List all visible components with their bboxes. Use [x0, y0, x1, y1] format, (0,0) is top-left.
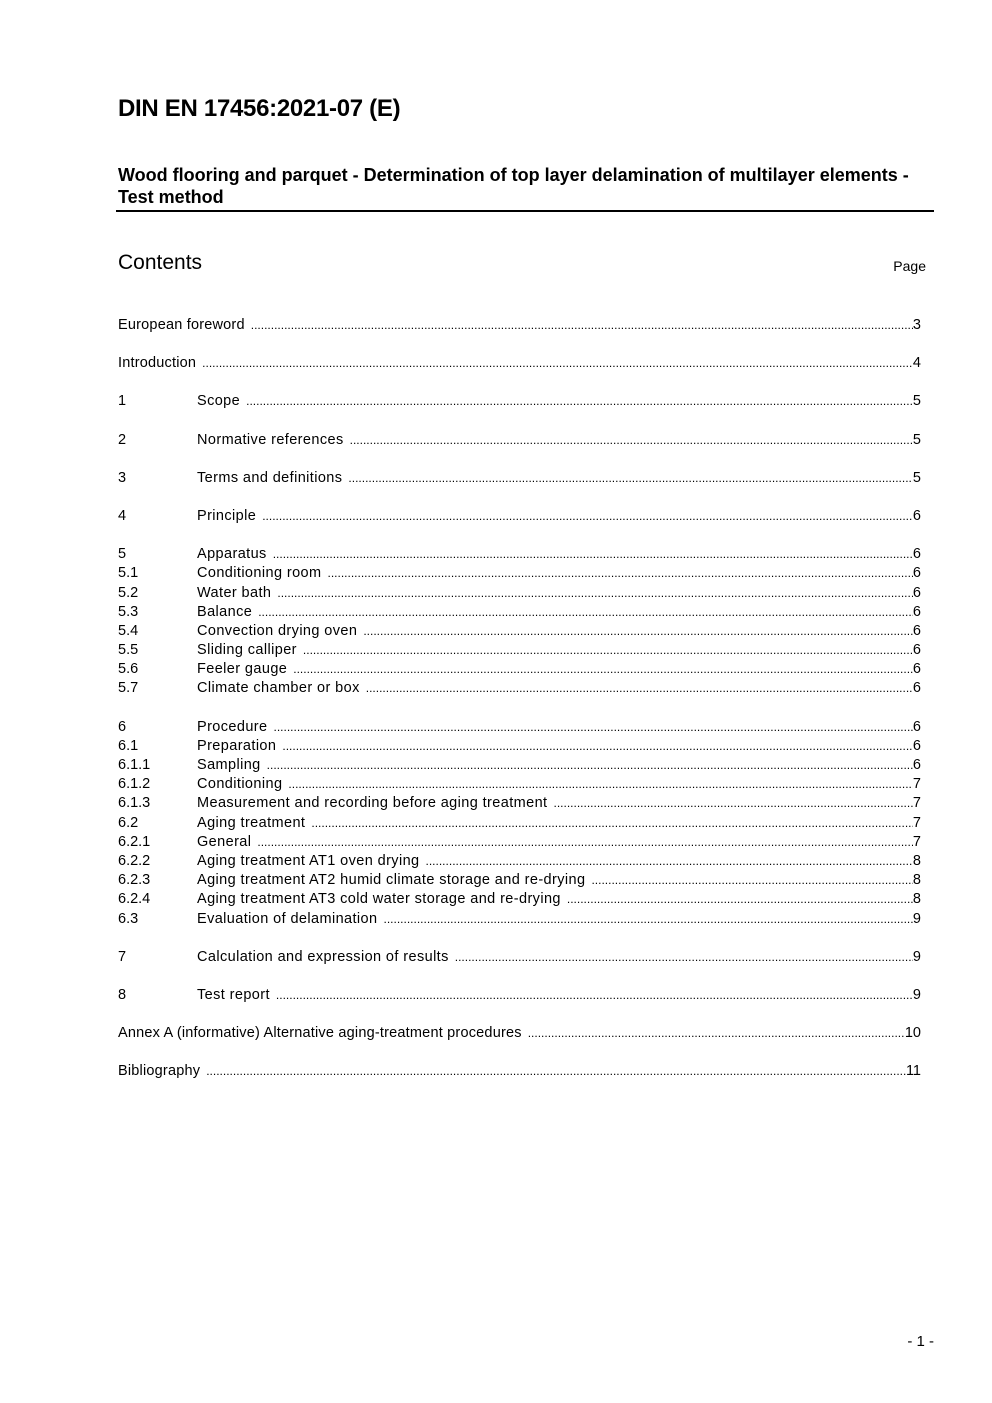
dot-leader — [262, 507, 913, 526]
toc-entry-title: Aging treatment AT2 humid climate storage and re-drying — [197, 872, 586, 889]
toc-entry-feeler-gauge[interactable] — [118, 660, 921, 679]
dot-leader — [350, 431, 913, 450]
toc-entry-title: Conditioning room — [197, 565, 322, 582]
document-title: Wood flooring and parquet - Determination of top layer delamination of multilayer elements - Test method — [118, 165, 909, 207]
toc-entry-evaluation-delamination[interactable] — [118, 910, 921, 929]
toc-entry-page: 9 — [912, 948, 921, 965]
toc-entry-conditioning[interactable] — [118, 775, 921, 794]
toc-entry-convection-drying-oven[interactable] — [118, 622, 921, 641]
toc-entry-aging-at2[interactable] — [118, 871, 921, 890]
toc-entry-number: 5.6 — [118, 661, 139, 678]
dot-leader — [276, 986, 913, 1005]
toc-entry-title: Preparation — [197, 737, 277, 754]
toc-entry-page: 11 — [905, 1063, 921, 1080]
toc-entry-number: 2 — [118, 431, 127, 448]
toc-entry-page: 6 — [912, 718, 921, 735]
dot-leader — [251, 316, 913, 335]
toc-entry-number: 7 — [118, 948, 127, 965]
toc-entry-number: 1 — [118, 393, 127, 410]
toc-entry-number: 5.7 — [118, 680, 139, 697]
toc-entry-page: 8 — [912, 852, 921, 869]
toc-entry-page: 5 — [912, 469, 921, 486]
toc-entry-annex-a[interactable] — [118, 1024, 921, 1043]
toc-entry-page: 6 — [912, 680, 921, 697]
toc-entry-title: Test report — [197, 986, 270, 1003]
toc-entry-test-report[interactable] — [118, 986, 921, 1005]
dot-leader — [257, 833, 913, 852]
toc-entry-title: Apparatus — [197, 546, 267, 563]
dot-leader — [267, 756, 913, 775]
toc-entry-page: 9 — [912, 910, 921, 927]
dot-leader — [348, 469, 913, 488]
toc-entry-number: 6.1.2 — [118, 776, 151, 793]
dot-leader — [246, 392, 913, 411]
dot-leader — [311, 814, 913, 833]
dot-leader — [455, 948, 913, 967]
dot-leader — [282, 737, 913, 756]
toc-entry-title: Bibliography — [118, 1063, 201, 1080]
toc-entry-number: 6.2.1 — [118, 833, 151, 850]
toc-entry-page: 6 — [912, 737, 921, 754]
toc-entry-page: 7 — [912, 833, 921, 850]
toc-entry-number: 5.2 — [118, 584, 139, 601]
dot-leader — [274, 718, 913, 737]
toc-entry-title: Evaluation of delamination — [197, 910, 378, 927]
toc-entry-general[interactable] — [118, 833, 921, 852]
dot-leader — [288, 775, 913, 794]
toc-entry-number: 3 — [118, 469, 127, 486]
toc-entry-page: 6 — [912, 565, 921, 582]
page-number: - 1 - — [907, 1333, 934, 1350]
toc-entry-page: 7 — [912, 776, 921, 793]
toc-entry-number: 6.1.3 — [118, 795, 151, 812]
toc-entry-number: 4 — [118, 507, 127, 524]
toc-entry-title: Normative references — [197, 431, 344, 448]
toc-entry-title: Climate chamber or box — [197, 680, 360, 697]
toc-entry-title: Sliding calliper — [197, 642, 297, 659]
contents-heading: Contents — [118, 251, 203, 274]
toc-entry-water-bath[interactable] — [118, 584, 921, 603]
toc-entry-number: 5.1 — [118, 565, 139, 582]
toc-entry-preparation[interactable] — [118, 737, 921, 756]
toc-entry-principle[interactable] — [118, 507, 921, 526]
toc-entry-page: 6 — [912, 622, 921, 639]
toc-entry-page: 7 — [912, 814, 921, 831]
dot-leader — [528, 1024, 905, 1043]
toc-entry-title: Introduction — [118, 355, 197, 372]
toc-entry-number: 6.2.2 — [118, 852, 151, 869]
toc-entry-title: Conditioning — [197, 776, 283, 793]
dot-leader — [303, 641, 913, 660]
dot-leader — [366, 679, 913, 698]
toc-entry-title: Aging treatment AT3 cold water storage and re-drying — [197, 891, 561, 908]
toc-entry-sampling[interactable] — [118, 756, 921, 775]
toc-entry-title: General — [197, 833, 252, 850]
dot-leader — [277, 584, 913, 603]
toc-entry-page: 8 — [912, 872, 921, 889]
toc-entry-number: 6.2.3 — [118, 872, 151, 889]
title-divider — [116, 210, 934, 212]
toc-entry-page: 6 — [912, 603, 921, 620]
dot-leader — [206, 1062, 906, 1081]
dot-leader — [426, 852, 913, 871]
dot-leader — [258, 603, 913, 622]
toc-entry-title: Aging treatment — [197, 814, 306, 831]
toc-entry-number: 6.2 — [118, 814, 139, 831]
toc-entry-page: 7 — [912, 795, 921, 812]
toc-entry-page: 3 — [912, 317, 921, 333]
toc-entry-number: 6.3 — [118, 910, 139, 927]
toc-entry-measurement-recording[interactable] — [118, 794, 921, 813]
toc-entry-page: 4 — [912, 355, 921, 372]
toc-entry-aging-at3[interactable] — [118, 890, 921, 909]
toc-entry-title: Procedure — [197, 718, 268, 735]
toc-entry-page: 5 — [912, 393, 921, 410]
toc-entry-page: 6 — [912, 661, 921, 678]
dot-leader — [567, 890, 913, 909]
toc-entry-page: 6 — [912, 757, 921, 773]
dot-leader — [273, 545, 913, 564]
page-column-heading: Page — [893, 258, 926, 274]
toc-entry-number: 5.3 — [118, 603, 139, 620]
toc-entry-title: Feeler gauge — [197, 661, 288, 678]
toc-entry-calculation[interactable] — [118, 948, 921, 967]
toc-entry-title: European foreword — [118, 317, 245, 333]
toc-entry-conditioning-room[interactable] — [118, 564, 921, 583]
toc-entry-title: Sampling — [197, 757, 261, 773]
dot-leader — [363, 622, 913, 641]
toc-entry-page: 6 — [912, 584, 921, 601]
toc-entry-page: 9 — [912, 986, 921, 1003]
table-of-contents — [118, 316, 921, 1081]
toc-entry-european-foreword[interactable] — [118, 316, 921, 335]
toc-entry-page: 6 — [912, 642, 921, 659]
toc-entry-page: 10 — [904, 1025, 921, 1042]
dot-leader — [327, 564, 912, 583]
toc-entry-title: Terms and definitions — [197, 469, 343, 486]
toc-entry-title: Measurement and recording before aging treatment — [197, 795, 548, 812]
document-id: DIN EN 17456:2021-07 (E) — [118, 95, 401, 122]
toc-entry-page: 6 — [912, 507, 921, 524]
toc-entry-number: 5.5 — [118, 642, 139, 659]
dot-leader — [202, 354, 913, 373]
toc-entry-balance[interactable] — [118, 603, 921, 622]
toc-entry-number: 5.4 — [118, 622, 139, 639]
toc-entry-normative-references[interactable] — [118, 431, 921, 450]
toc-entry-title: Principle — [197, 507, 257, 524]
toc-entry-number: 6.1 — [118, 737, 139, 754]
toc-entry-number: 6.2.4 — [118, 891, 151, 908]
toc-entry-title: Scope — [197, 393, 241, 410]
toc-entry-introduction[interactable] — [118, 354, 921, 373]
dot-leader — [553, 794, 912, 813]
toc-entry-page: 5 — [912, 431, 921, 448]
toc-entry-climate-chamber[interactable] — [118, 679, 921, 698]
toc-entry-title: Annex A (informative) Alternative aging-treatment procedures — [118, 1025, 522, 1042]
toc-entry-title: Aging treatment AT1 oven drying — [197, 852, 420, 869]
dot-leader — [384, 910, 913, 929]
toc-entry-number: 6.1.1 — [118, 757, 151, 773]
toc-entry-sliding-calliper[interactable] — [118, 641, 921, 660]
dot-leader — [293, 660, 913, 679]
toc-entry-bibliography[interactable] — [118, 1062, 921, 1081]
toc-entry-title: Balance — [197, 603, 253, 620]
toc-entry-page: 6 — [912, 546, 921, 563]
dot-leader — [591, 871, 912, 890]
toc-entry-procedure[interactable] — [118, 718, 921, 737]
toc-entry-title: Water bath — [197, 584, 272, 601]
toc-entry-terms-and-definitions[interactable] — [118, 469, 921, 488]
toc-entry-apparatus[interactable] — [118, 545, 921, 564]
toc-entry-scope[interactable] — [118, 392, 921, 411]
toc-entry-page: 8 — [912, 891, 921, 908]
toc-entry-title: Convection drying oven — [197, 622, 358, 639]
toc-entry-aging-at1[interactable] — [118, 852, 921, 871]
toc-entry-number: 8 — [118, 986, 127, 1003]
toc-entry-title: Calculation and expression of results — [197, 948, 449, 965]
toc-entry-number: 6 — [118, 718, 127, 735]
toc-entry-number: 5 — [118, 546, 127, 563]
toc-entry-aging-treatment[interactable] — [118, 814, 921, 833]
